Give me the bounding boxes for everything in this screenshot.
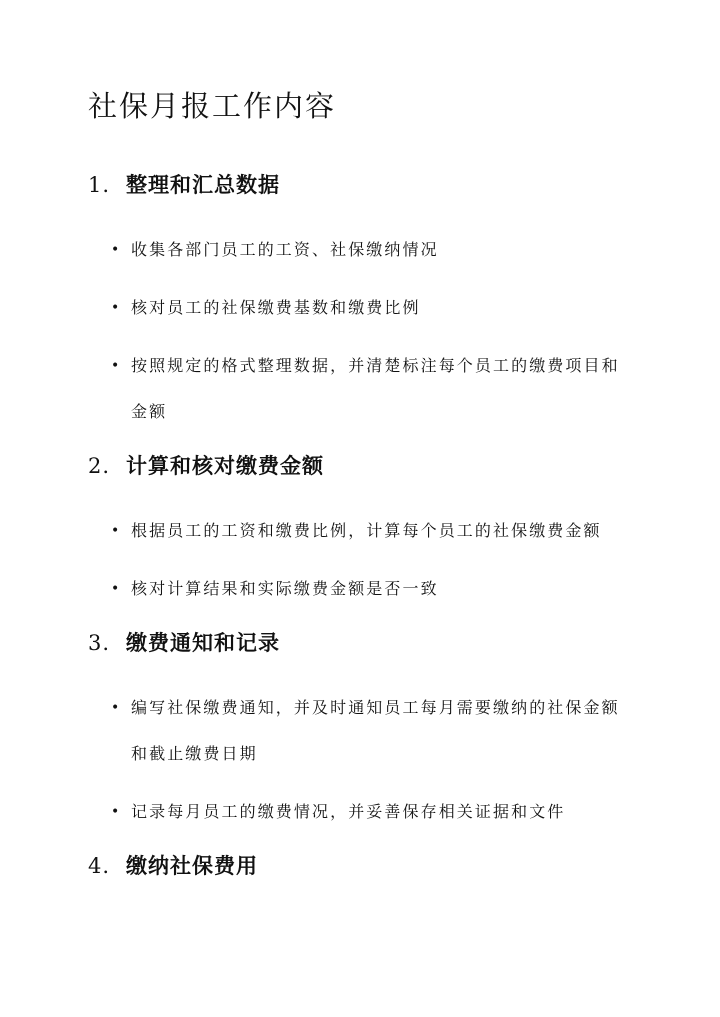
- list-item: [88, 343, 621, 435]
- list-item-text: 记录每月员工的缴费情况，并妥善保存相关证据和文件: [131, 802, 566, 821]
- bullet-list: [88, 685, 620, 835]
- section-2: [88, 451, 620, 612]
- list-item: [88, 566, 621, 612]
- section-1: [88, 170, 620, 435]
- list-item: [88, 227, 621, 273]
- section-number: 2.: [88, 454, 111, 478]
- bullet-list: [88, 227, 620, 435]
- section-title: 缴费通知和记录: [126, 630, 280, 655]
- section-title: 计算和核对缴费金额: [126, 453, 324, 478]
- bullet-icon: •: [111, 523, 122, 539]
- bullet-list: [88, 508, 620, 612]
- bullet-icon: •: [111, 242, 122, 258]
- list-item-text: 按照规定的格式整理数据，并清楚标注每个员工的缴费项目和金额: [131, 356, 620, 421]
- section-3: [88, 628, 620, 835]
- section-heading: [88, 451, 620, 481]
- section-4: [88, 851, 620, 881]
- list-item-text: 根据员工的工资和缴费比例，计算每个员工的社保缴费金额: [131, 521, 602, 540]
- section-heading: [88, 170, 620, 200]
- bullet-icon: •: [111, 358, 122, 374]
- list-item: [88, 789, 621, 835]
- section-title: 整理和汇总数据: [126, 172, 280, 197]
- bullet-icon: •: [111, 804, 122, 820]
- bullet-icon: •: [111, 581, 122, 597]
- list-item: [88, 685, 621, 777]
- section-number: 1.: [88, 173, 111, 197]
- section-title: 缴纳社保费用: [126, 853, 258, 878]
- list-item: [88, 285, 621, 331]
- section-heading: [88, 628, 620, 658]
- bullet-icon: •: [111, 300, 122, 316]
- list-item: [88, 508, 621, 554]
- section-number: 3.: [88, 631, 111, 655]
- bullet-icon: •: [111, 700, 122, 716]
- section-heading: [88, 851, 620, 881]
- list-item-text: 编写社保缴费通知，并及时通知员工每月需要缴纳的社保金额和截止缴费日期: [131, 698, 620, 763]
- list-item-text: 收集各部门员工的工资、社保缴纳情况: [131, 240, 439, 259]
- list-item-text: 核对员工的社保缴费基数和缴费比例: [131, 298, 421, 317]
- document-title: 社保月报工作内容: [88, 89, 337, 123]
- list-item-text: 核对计算结果和实际缴费金额是否一致: [131, 579, 439, 598]
- section-number: 4.: [88, 854, 111, 878]
